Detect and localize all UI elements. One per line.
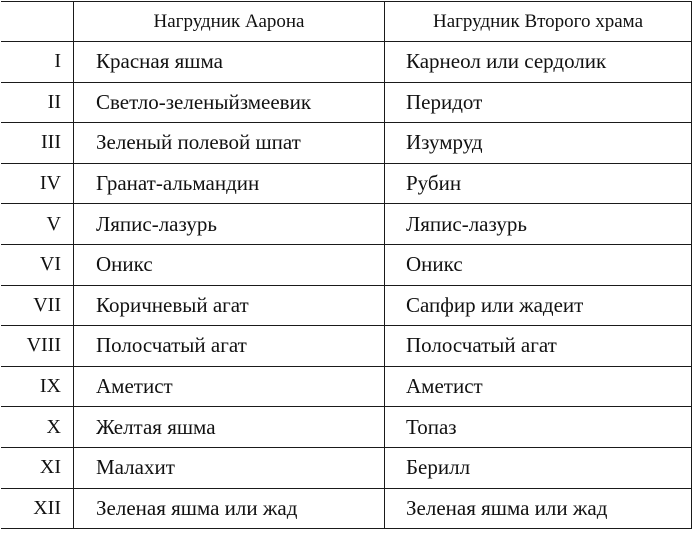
row-number: IX	[2, 366, 74, 407]
aaron-stone: Гранат-альмандин	[74, 163, 385, 204]
second-temple-stone: Полосчатый агат	[385, 326, 692, 367]
aaron-stone: Зеленая яшма или жад	[74, 488, 385, 529]
second-temple-stone: Карнеол или сердолик	[385, 42, 692, 83]
table-row	[2, 42, 692, 83]
header-row	[2, 2, 692, 42]
header-aaron-breastplate: Нагрудник Аарона	[74, 2, 385, 42]
table-body	[2, 42, 692, 529]
second-temple-stone: Перидот	[385, 82, 692, 123]
row-number: XI	[2, 447, 74, 488]
table-row	[2, 82, 692, 123]
table-row	[2, 285, 692, 326]
table-row	[2, 488, 692, 529]
second-temple-stone: Сапфир или жадеит	[385, 285, 692, 326]
row-number: XII	[2, 488, 74, 529]
row-number: II	[2, 82, 74, 123]
second-temple-stone: Рубин	[385, 163, 692, 204]
second-temple-stone: Изумруд	[385, 123, 692, 164]
table-row	[2, 163, 692, 204]
second-temple-stone: Топаз	[385, 407, 692, 448]
second-temple-stone: Аметист	[385, 366, 692, 407]
table-row	[2, 366, 692, 407]
header-number	[2, 2, 74, 42]
row-number: I	[2, 42, 74, 83]
row-number: V	[2, 204, 74, 245]
aaron-stone: Ляпис-лазурь	[74, 204, 385, 245]
table-row	[2, 407, 692, 448]
aaron-stone: Желтая яшма	[74, 407, 385, 448]
row-number: X	[2, 407, 74, 448]
second-temple-stone: Зеленая яшма или жад	[385, 488, 692, 529]
aaron-stone: Малахит	[74, 447, 385, 488]
aaron-stone: Светло-зеленыйзмеевик	[74, 82, 385, 123]
row-number: VII	[2, 285, 74, 326]
table-row	[2, 447, 692, 488]
second-temple-stone: Ляпис-лазурь	[385, 204, 692, 245]
aaron-stone: Полосчатый агат	[74, 326, 385, 367]
breastplate-stones-table	[1, 1, 692, 529]
aaron-stone: Красная яшма	[74, 42, 385, 83]
row-number: IV	[2, 163, 74, 204]
table-row	[2, 244, 692, 285]
second-temple-stone: Оникс	[385, 244, 692, 285]
row-number: VI	[2, 244, 74, 285]
row-number: VIII	[2, 326, 74, 367]
aaron-stone: Зеленый полевой шпат	[74, 123, 385, 164]
aaron-stone: Оникс	[74, 244, 385, 285]
row-number: III	[2, 123, 74, 164]
table-row	[2, 326, 692, 367]
aaron-stone: Коричневый агат	[74, 285, 385, 326]
table-row	[2, 204, 692, 245]
table-header	[2, 2, 692, 42]
table-row	[2, 123, 692, 164]
second-temple-stone: Берилл	[385, 447, 692, 488]
header-second-temple-breastplate: Нагрудник Второго храма	[385, 2, 692, 42]
aaron-stone: Аметист	[74, 366, 385, 407]
